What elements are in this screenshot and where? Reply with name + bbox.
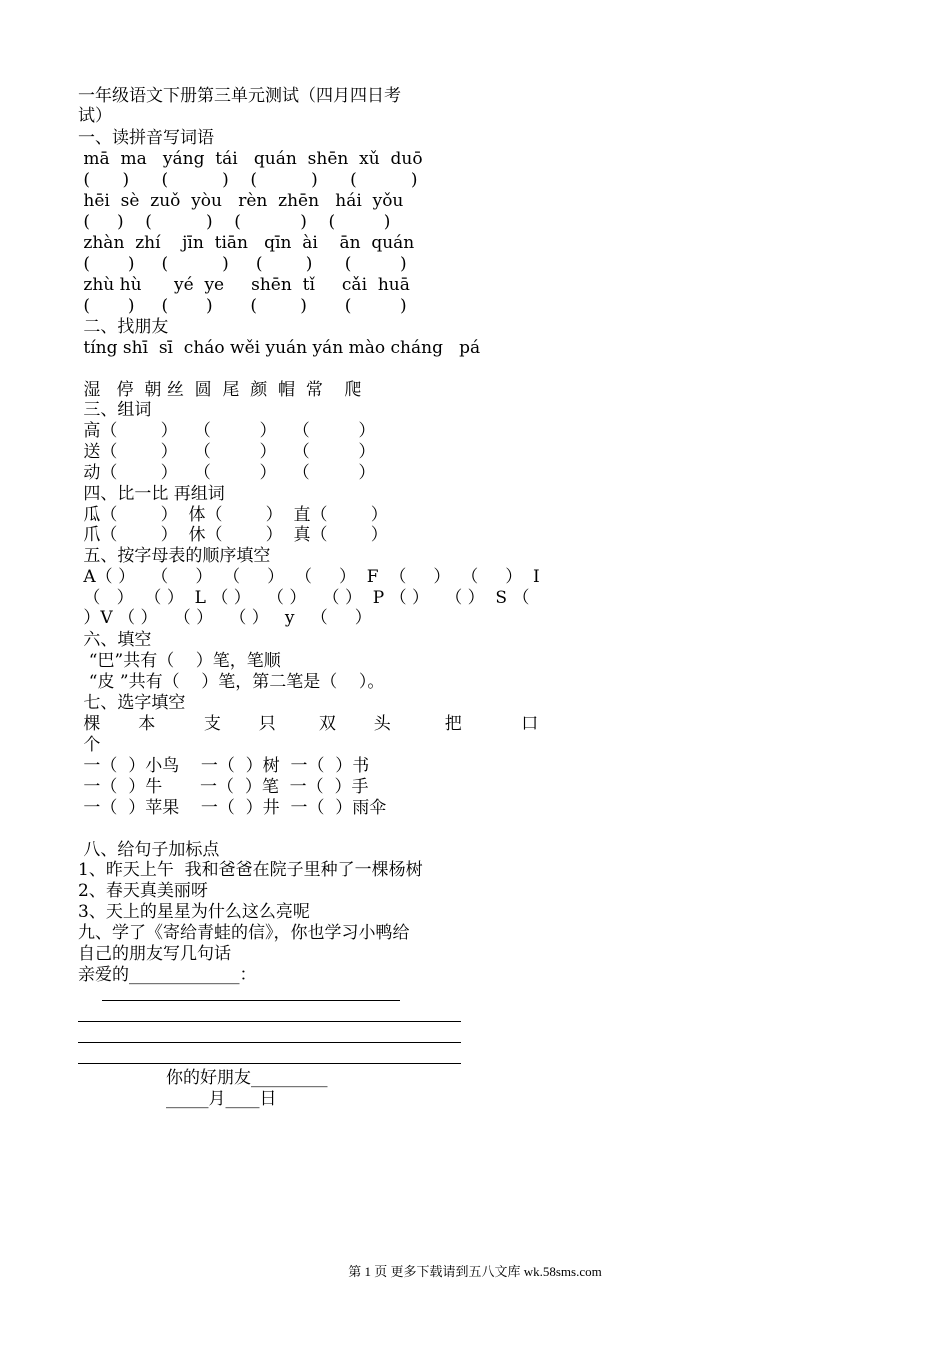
pinyin-row: tíng shī sī cháo wěi yuán yán mào cháng pá xyxy=(78,338,481,358)
word-options: 棵 本 支 只 双 头 把 口 xyxy=(78,714,539,734)
letter-greeting: 亲爱的_____________： xyxy=(78,965,257,985)
pinyin-row: zhù hù yé ye shēn tǐ cǎi huā xyxy=(78,275,410,295)
writing-line xyxy=(78,1063,461,1064)
letter-date: _____月____日 xyxy=(166,1089,277,1109)
alphabet-row: （ ） （ ） L （ ） （ ） （ ） P （ ） （ ） S （ xyxy=(78,588,530,608)
section-1-heading: 一、读拼音写词语 xyxy=(78,128,214,148)
word-group-row: 动（ ） （ ） （ ） xyxy=(78,463,376,483)
section-6-heading: 六、填空 xyxy=(78,630,152,650)
compare-row: 爪（ ） 休（ ） 真（ ） xyxy=(78,525,388,545)
pinyin-row: mā ma yáng tái quán shēn xǔ duō xyxy=(78,149,423,169)
fill-row: “巴”共有（ ）笔，笔顺 xyxy=(78,651,281,671)
sentence-item: 1、昨天上午 我和爸爸在院子里种了一棵杨树 xyxy=(78,860,423,880)
writing-line xyxy=(78,1021,461,1022)
answer-blank-row: ( ) ( ) ( ) ( ) xyxy=(78,254,407,274)
fill-row: “皮 ”共有（ ）笔，第二笔是（ ）。 xyxy=(78,672,385,692)
section-7-heading: 七、选字填空 xyxy=(78,693,186,713)
word-options-continued: 个 xyxy=(78,735,101,755)
sentence-item: 2、春天真美丽呀 xyxy=(78,881,208,901)
writing-line xyxy=(78,1042,461,1043)
section-5-heading: 五、按字母表的顺序填空 xyxy=(78,546,271,566)
pinyin-row: zhàn zhí jīn tiān qīn ài ān quán xyxy=(78,233,415,253)
answer-blank-row: ( ) ( ) ( ) ( ) xyxy=(78,212,391,232)
measure-word-row: 一（ ）小鸟 一（ ）树 一（ ）书 xyxy=(78,756,370,776)
alphabet-row: ）V （ ） （ ） （ ） y （ ） xyxy=(78,608,372,628)
page-title: 一年级语文下册第三单元测试（四月四日考 xyxy=(78,86,401,106)
measure-word-row: 一（ ）苹果 一（ ）井 一（ ）雨伞 xyxy=(78,798,387,818)
sentence-item: 3、天上的星星为什么这么亮呢 xyxy=(78,902,310,922)
alphabet-row: A（ ） （ ） （ ） （ ） F （ ） （ ） I xyxy=(78,567,540,587)
word-group-row: 高（ ） （ ） （ ） xyxy=(78,421,376,441)
letter-signature: 你的好朋友_________ xyxy=(166,1068,328,1088)
word-group-row: 送（ ） （ ） （ ） xyxy=(78,442,376,462)
page-footer: 第 1 页 更多下载请到五八文库 wk.58sms.com xyxy=(348,1264,602,1279)
answer-blank-row: ( ) ( ) ( ) ( ) xyxy=(78,170,418,190)
writing-line xyxy=(102,1000,400,1001)
compare-row: 瓜（ ） 体（ ） 直（ ） xyxy=(78,505,388,525)
section-9-heading: 九、学了《寄给青蛙的信》，你也学习小鸭给 xyxy=(78,923,410,943)
answer-blank-row: ( ) ( ) ( ) ( ) xyxy=(78,296,407,316)
page-title-continued: 试） xyxy=(78,106,112,126)
section-3-heading: 三、组词 xyxy=(78,400,152,420)
section-9-heading-continued: 自己的朋友写几句话 xyxy=(78,944,231,964)
section-4-heading: 四、比一比 再组词 xyxy=(78,484,225,504)
character-row: 湿 停 朝 丝 圆 尾 颜 帽 常 爬 xyxy=(78,380,362,400)
pinyin-row: hēi sè zuǒ yòu rèn zhēn hái yǒu xyxy=(78,191,404,211)
measure-word-row: 一（ ）牛 一（ ）笔 一（ ）手 xyxy=(78,777,369,797)
section-2-heading: 二、找朋友 xyxy=(78,317,169,337)
section-8-heading: 八、给句子加标点 xyxy=(78,840,220,860)
